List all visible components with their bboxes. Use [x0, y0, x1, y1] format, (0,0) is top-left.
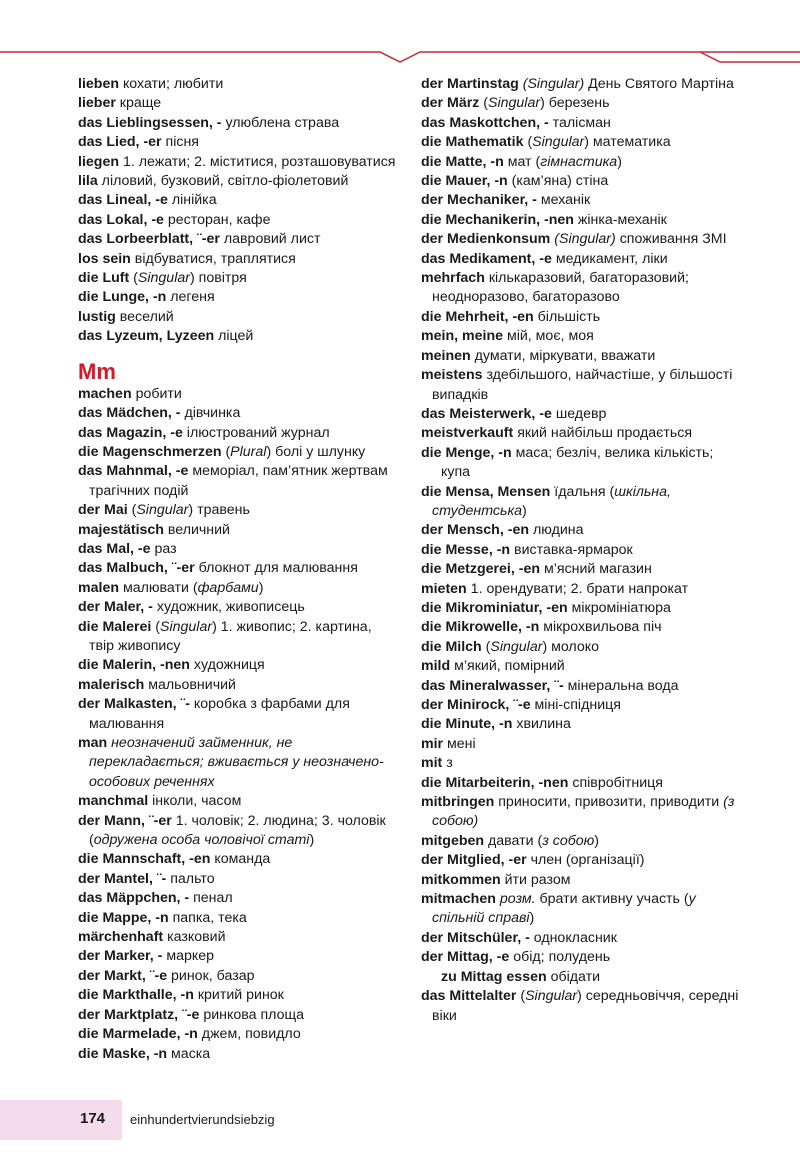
headword: das Magazin, -e: [78, 424, 183, 441]
headword: die Mensa, Mensen: [421, 483, 551, 500]
dictionary-entry: [421, 250, 751, 269]
dictionary-entry: [78, 462, 398, 501]
translation: ) березень: [540, 95, 610, 112]
translation: (: [151, 618, 161, 635]
headword: der Marktplatz, ¨-e: [78, 1006, 200, 1023]
translation: робити: [131, 385, 182, 402]
translation: ліловий, бузковий, світло-фіолетовий: [97, 173, 349, 190]
dictionary-entry: [421, 929, 751, 948]
headword: der Mensch, -en: [421, 522, 530, 539]
headword: der Medienkonsum: [421, 231, 551, 248]
translation: маска: [167, 1045, 211, 1062]
headword: das Lied, -er: [78, 134, 162, 151]
headword: die Milch: [421, 638, 482, 655]
dictionary-entry: [421, 774, 751, 793]
translation: купа: [441, 464, 471, 481]
headword: die Mikrowelle, -n: [421, 619, 540, 636]
translation: ) математика: [584, 134, 671, 151]
translation: хвилина: [512, 716, 571, 733]
headword: die Luft: [78, 270, 130, 287]
headword: die Mauer, -n: [421, 173, 508, 190]
translation: малювати (: [119, 579, 198, 596]
page-number-words: einhundertvierundsiebzig: [130, 1112, 275, 1127]
dictionary-entry: [78, 75, 398, 94]
headword: mieten: [421, 580, 467, 597]
translation: брати активну участь (: [535, 891, 689, 908]
translation: їдальня (: [550, 483, 615, 500]
dictionary-entry: [421, 638, 751, 657]
headword: das Lyzeum, Lyzeen: [78, 328, 215, 345]
headword: die Magenschmerzen: [78, 443, 222, 460]
translation: (: [481, 638, 491, 655]
dictionary-entry: [78, 540, 398, 559]
dictionary-entry: [421, 424, 751, 443]
translation: мінеральна вода: [563, 677, 679, 694]
dictionary-entry: [421, 153, 751, 172]
headword: der Markt, ¨-e: [78, 967, 168, 984]
dictionary-entry: [78, 1025, 398, 1044]
headword: der März: [421, 95, 480, 112]
dictionary-entry: [78, 1045, 398, 1064]
dictionary-entry: [78, 521, 398, 540]
translation: маса; безліч, велика кількість;: [511, 444, 714, 461]
headword: das Mittelalter: [421, 988, 517, 1005]
dictionary-entry: [78, 153, 398, 172]
headword: majestätisch: [78, 521, 164, 538]
headword: meistens: [421, 367, 483, 384]
dictionary-entry: [78, 288, 398, 307]
headword: malerisch: [78, 676, 145, 693]
translation: (: [479, 95, 489, 112]
headword: die Marmelade, -n: [78, 1026, 198, 1043]
translation: пенал: [189, 890, 233, 907]
grammar-note: Singular: [525, 988, 578, 1005]
translation: з: [442, 755, 453, 772]
headword: der Mechaniker, -: [421, 192, 537, 209]
translation: пальто: [166, 870, 215, 887]
translation: коробка з фарбами для малювання: [89, 696, 350, 732]
entries-m-section-left: [78, 385, 398, 1064]
headword: die Mechanikerin, -nen: [421, 211, 574, 228]
headword: mild: [421, 658, 451, 675]
dictionary-entry: [421, 211, 751, 230]
headword: das Maskottchen, -: [421, 114, 549, 131]
headword: liegen: [78, 153, 119, 170]
dictionary-entry: [421, 851, 751, 870]
translation: раз: [150, 540, 177, 557]
translation: мікромініатюра: [567, 599, 671, 616]
dictionary-entry: [421, 521, 751, 540]
headword: das Mineralwasser, ¨-: [421, 677, 564, 694]
translation: ринкова площа: [199, 1006, 305, 1023]
headword: die Markthalle, -n: [78, 987, 194, 1004]
dictionary-entry: [421, 715, 751, 734]
grammar-note: Plural: [230, 443, 267, 460]
dictionary-entry: [78, 133, 398, 152]
translation: мікрохвильова піч: [539, 619, 662, 636]
dictionary-entry: [421, 968, 751, 987]
dictionary-entry: [421, 308, 751, 327]
headword: das Mädchen, -: [78, 405, 181, 422]
translation: думати, міркувати, вважати: [470, 347, 656, 364]
grammar-note: (Singular): [554, 231, 616, 248]
translation: пісня: [161, 134, 199, 151]
translation: лавровий лист: [219, 231, 321, 248]
translation: 1. орендувати; 2. брати напрокат: [466, 580, 689, 597]
dictionary-entry: [78, 850, 398, 869]
headword: die Maske, -n: [78, 1045, 168, 1062]
dictionary-entry: [421, 871, 751, 890]
translation: папка, тека: [168, 909, 247, 926]
translation: мат (: [503, 153, 541, 170]
dictionary-entry: [421, 172, 751, 191]
dictionary-entry: [78, 734, 398, 792]
dictionary-entry: [421, 832, 751, 851]
translation: художник, живописець: [152, 599, 305, 616]
translation: 1. лежати; 2. міститися, розташовуватися: [119, 153, 396, 170]
translation: йти разом: [500, 871, 571, 888]
headword: die Mannschaft, -en: [78, 851, 211, 868]
translation: ) 1. живопис; 2. картина, твір живопису: [89, 618, 372, 654]
dictionary-entry: [421, 269, 751, 308]
dictionary-entry: [78, 986, 398, 1005]
translation: ): [617, 153, 622, 170]
headword: das Lokal, -e: [78, 211, 164, 228]
headword: meistverkauft: [421, 425, 514, 442]
dictionary-entry: [78, 618, 398, 657]
headword: die Mehrheit, -en: [421, 308, 534, 325]
translation: який найбільш продається: [513, 425, 693, 442]
translation: ліцей: [214, 328, 254, 345]
headword: los sein: [78, 250, 131, 267]
translation: ): [529, 910, 535, 927]
headword: die Metzgerei, -en: [421, 561, 541, 578]
dictionary-entry: [78, 172, 398, 191]
dictionary-entry: [421, 75, 751, 94]
dictionary-entry: [421, 327, 751, 346]
dictionary-entry: [421, 948, 751, 967]
headword: der Malkasten, ¨-: [78, 696, 190, 713]
dictionary-entry: [421, 696, 751, 715]
dictionary-entry: [78, 327, 398, 346]
translation: (: [129, 270, 138, 287]
dictionary-entry: [421, 405, 751, 424]
headword: der Minirock, ¨-e: [421, 697, 531, 713]
headword: das Mal, -e: [78, 540, 151, 557]
grammar-note: (з собою): [432, 794, 735, 830]
dictionary-entry: [421, 347, 751, 366]
headword: die Menge, -n: [421, 444, 512, 461]
translation: ) травень: [188, 502, 250, 519]
translation: відбуватися, траплятися: [130, 250, 296, 267]
headword: die Mikrominiatur, -en: [421, 599, 568, 616]
translation: більшість: [533, 308, 601, 325]
translation: приносити, привозити, приводити: [494, 794, 724, 811]
translation: ) середньовіччя, середні віки: [432, 988, 739, 1024]
headword: die Mathematik: [421, 134, 524, 151]
headword: lila: [78, 173, 98, 190]
dictionary-entry: [421, 191, 751, 210]
dictionary-entry: [421, 754, 751, 773]
dictionary-entry: [78, 250, 398, 269]
headword: manchmal: [78, 793, 149, 810]
translation: (: [516, 988, 526, 1005]
dictionary-entry: [78, 676, 398, 695]
translation: мальовничий: [144, 676, 236, 693]
dictionary-entry: [78, 656, 398, 675]
headword: das Lieblingsessen, -: [78, 114, 222, 131]
dictionary-entry: [78, 909, 398, 928]
dictionary-entry: [78, 792, 398, 811]
dictionary-entry: [421, 560, 751, 579]
dictionary-entry: [421, 541, 751, 560]
dictionary-entry: [421, 366, 751, 405]
translation: виставка-ярмарок: [510, 541, 633, 558]
headword: die Malerei: [78, 618, 152, 635]
translation: співробітниця: [568, 774, 663, 791]
translation: шедевр: [551, 405, 607, 422]
dictionary-entry: [78, 1006, 398, 1025]
dictionary-entry: [421, 94, 751, 113]
translation: команда: [210, 851, 271, 868]
headword: malen: [78, 579, 120, 596]
translation: ресторан, кафе: [163, 211, 271, 228]
headword: der Maler, -: [78, 599, 153, 616]
dictionary-entry: [421, 444, 751, 463]
headword: die Messe, -n: [421, 541, 511, 558]
headword: lieben: [78, 76, 119, 92]
translation: краще: [115, 95, 162, 112]
translation: талісман: [548, 114, 611, 131]
translation: ): [594, 832, 600, 849]
headword: der Mai: [78, 502, 128, 519]
translation: ): [258, 579, 264, 596]
headword: der Marker, -: [78, 948, 163, 965]
headword: zu Mittag essen: [441, 968, 547, 985]
translation: м’ясний магазин: [540, 561, 652, 578]
headword: die Lunge, -n: [78, 289, 167, 306]
translation: мій, моє, моя: [503, 328, 594, 345]
dictionary-entry: [78, 114, 398, 133]
headword: lustig: [78, 308, 116, 325]
translation: критий ринок: [193, 987, 284, 1004]
headword: die Minute, -n: [421, 716, 513, 733]
dictionary-entry: [78, 579, 398, 598]
translation: механік: [536, 192, 591, 209]
dictionary-entry: [78, 404, 398, 423]
dictionary-entry: [78, 230, 398, 249]
translation: День Святого Мартіна: [584, 76, 734, 92]
translation: жінка-механік: [573, 211, 667, 228]
left-column: [78, 75, 398, 1064]
dictionary-entry: [421, 890, 751, 929]
dictionary-entry: [421, 483, 751, 522]
right-column: [421, 75, 751, 1026]
dictionary-entry: [421, 230, 751, 249]
translation: обідати: [546, 968, 601, 985]
headword: mitkommen: [421, 871, 501, 888]
top-rule-decoration: [0, 0, 800, 70]
headword: das Mäppchen, -: [78, 890, 190, 907]
translation: меморіал, пам’ятник жертвам трагічних подій: [89, 463, 388, 499]
translation: лінійка: [167, 192, 217, 209]
dictionary-entry: [78, 94, 398, 113]
dictionary-entry: [421, 735, 751, 754]
headword: das Lineal, -e: [78, 192, 168, 209]
headword: der Mann, ¨-er: [78, 812, 172, 829]
dictionary-entry: [78, 385, 398, 404]
translation: ) болі у шлунку: [266, 443, 366, 460]
translation: казковий: [163, 929, 226, 946]
entries-m-section-right: [421, 75, 751, 1026]
translation: ілюстрований журнал: [182, 424, 330, 441]
dictionary-entry: [421, 114, 751, 133]
translation: художниця: [189, 657, 265, 674]
grammar-note: фарбами: [197, 579, 259, 596]
headword: mitbringen: [421, 794, 495, 811]
dictionary-entry: [78, 695, 398, 734]
translation: медикамент, ліки: [551, 250, 668, 267]
headword: das Meisterwerk, -e: [421, 405, 552, 422]
headword: das Malbuch, ¨-er: [78, 560, 195, 577]
translation: член (організації): [526, 852, 645, 869]
grammar-note: (Singular): [522, 76, 585, 92]
dictionary-entry: [78, 211, 398, 230]
dictionary-entry: [78, 559, 398, 578]
headword: mit: [421, 755, 443, 772]
page-number: 174: [80, 1110, 106, 1127]
headword: der Martinstag: [421, 76, 519, 92]
translation: людина: [529, 522, 584, 539]
grammar-note: шкільна, студентська: [432, 483, 671, 519]
headword: lieber: [78, 95, 116, 112]
translation: інколи, часом: [148, 793, 242, 810]
dictionary-entry: [421, 133, 751, 152]
dictionary-entry: [78, 443, 398, 462]
translation: легеня: [166, 289, 215, 306]
translation: джем, повидло: [197, 1026, 301, 1043]
dictionary-entry: [421, 463, 751, 482]
grammar-note: одружена особа чоловічої статі: [93, 832, 310, 849]
headword: mitgeben: [421, 832, 485, 849]
dictionary-entry: [78, 928, 398, 947]
headword: der Mitglied, -er: [421, 852, 527, 869]
translation: кохати; любити: [119, 76, 224, 92]
headword: die Mappe, -n: [78, 909, 169, 926]
dictionary-entry: [421, 677, 751, 696]
translation: (: [523, 134, 533, 151]
translation: м’який, помірний: [450, 658, 565, 675]
translation: (: [221, 443, 231, 460]
dictionary-entry: [78, 967, 398, 986]
dictionary-entry: [78, 308, 398, 327]
dictionary-entry: [421, 657, 751, 676]
headword: die Matte, -n: [421, 153, 504, 170]
translation: (кам’яна) стіна: [507, 173, 609, 190]
dictionary-entry: [421, 987, 751, 1026]
dictionary-entry: [78, 269, 398, 288]
headword: mehrfach: [421, 270, 485, 287]
translation: кількаразовий, багаторазовий; неодноразово, багаторазово: [432, 270, 689, 306]
grammar-note: Singular: [490, 638, 543, 655]
headword: märchenhaft: [78, 929, 164, 946]
grammar-note: Singular: [532, 134, 585, 151]
translation: ) повітря: [189, 270, 247, 287]
translation: веселий: [115, 308, 174, 325]
translation: ринок, базар: [167, 967, 255, 984]
dictionary-entry: [78, 812, 398, 851]
dictionary-entry: [78, 870, 398, 889]
translation: давати (: [484, 832, 543, 849]
dictionary-entry: [78, 501, 398, 520]
translation: ): [309, 832, 315, 849]
grammar-note: неозначений займенник, не перекладається; вживається у неозначено-особових реченнях: [89, 735, 384, 790]
translation: споживання ЗМІ: [615, 231, 727, 248]
headword: der Mantel, ¨-: [78, 870, 167, 887]
headword: das Mahnmal, -e: [78, 463, 189, 480]
grammar-note: у спільній справі: [432, 891, 696, 927]
headword: das Medikament, -e: [421, 250, 552, 267]
headword: der Mittag, -e: [421, 949, 510, 966]
translation: здебільшого, найчастіше, у більшості випадків: [432, 367, 733, 403]
translation: 1. чоловік; 2. людина; 3. чоловік (: [89, 812, 386, 849]
dictionary-entry: [78, 947, 398, 966]
grammar-note: Singular: [160, 618, 213, 635]
headword: meinen: [421, 347, 471, 364]
headword: man: [78, 735, 108, 751]
translation: мені: [443, 735, 476, 752]
headword: das Lorbeerblatt, ¨-er: [78, 231, 220, 248]
grammar-note: Singular: [137, 270, 190, 287]
translation: величний: [163, 521, 230, 538]
section-letter-heading: Mm: [78, 358, 116, 384]
grammar-note: Singular: [136, 502, 189, 519]
translation: міні-спідниця: [530, 697, 621, 713]
translation: ) молоко: [542, 638, 600, 655]
dictionary-entry: [78, 424, 398, 443]
grammar-note: Singular: [488, 95, 541, 112]
entries-l-section: [78, 75, 398, 347]
dictionary-entry: [421, 599, 751, 618]
dictionary-entry: [78, 889, 398, 908]
grammar-note: розм.: [499, 891, 536, 908]
translation: маркер: [162, 948, 215, 965]
translation: ): [522, 502, 527, 519]
headword: die Malerin, -nen: [78, 657, 190, 674]
headword: mir: [421, 735, 444, 752]
grammar-note: гімнастика: [540, 153, 618, 170]
dictionary-entry: [78, 598, 398, 617]
translation: (: [127, 502, 137, 519]
translation: однокласник: [529, 929, 617, 946]
dictionary-entry: [421, 793, 751, 832]
translation: улюблена страва: [221, 114, 340, 131]
translation: блокнот для малювання: [194, 560, 358, 577]
dictionary-entry: [421, 618, 751, 637]
grammar-note: з собою: [542, 832, 595, 849]
headword: der Mitschüler, -: [421, 929, 530, 946]
headword: die Mitarbeiterin, -nen: [421, 774, 569, 791]
translation: обід; полудень: [509, 949, 611, 966]
translation: дівчинка: [180, 405, 241, 422]
dictionary-entry: [78, 191, 398, 210]
headword: machen: [78, 385, 132, 402]
headword: mein, meine: [421, 328, 504, 345]
headword: mitmachen: [421, 891, 496, 908]
dictionary-entry: [421, 580, 751, 599]
